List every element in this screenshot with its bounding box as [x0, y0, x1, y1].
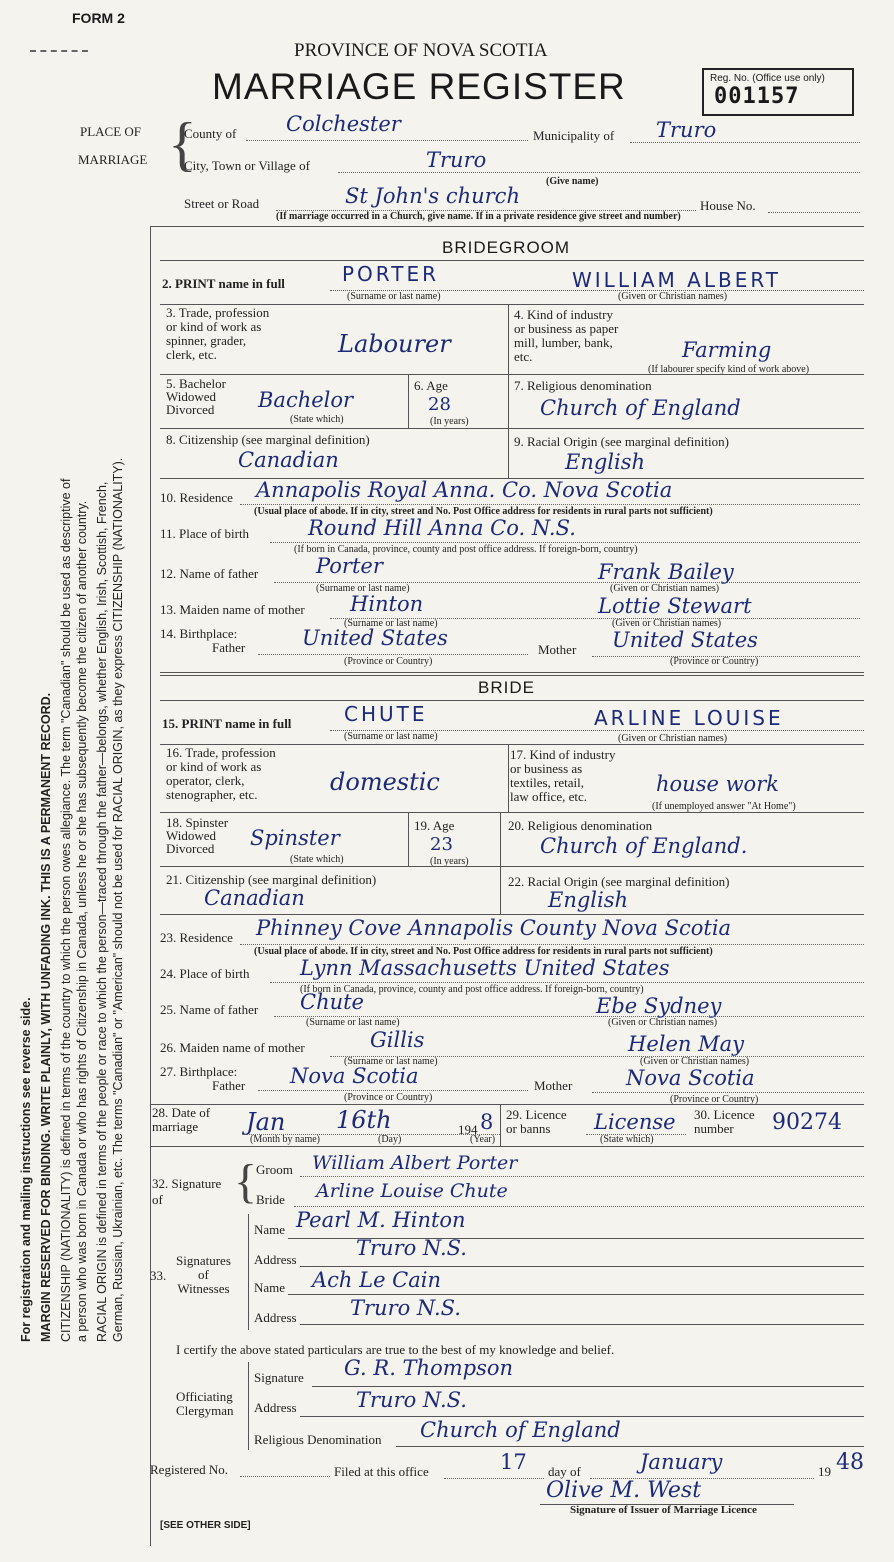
bride-given-hint: (Given or Christian names): [618, 733, 728, 744]
groom-religion-label: 7. Religious denomination: [514, 378, 652, 393]
issuer-label: Signature of Issuer of Marriage Licence: [570, 1504, 757, 1516]
day-of-label: day of: [548, 1464, 581, 1479]
bride-mother-given-hint: (Given or Christian names): [640, 1056, 750, 1067]
groom-trade-label: 3. Trade, profession or kind of work as spinner, grader, clerk, etc.: [166, 305, 270, 362]
bride-status-label: 18. Spinster Widowed Divorced: [166, 815, 229, 856]
groom-industry: Farming: [682, 338, 772, 362]
see-other-side: [SEE OTHER SIDE]: [160, 1520, 251, 1531]
give-name-hint: (Give name): [546, 176, 599, 187]
clergy-address: Truro N.S.: [356, 1388, 467, 1412]
bride-birthplace: Lynn Massachusetts United States: [300, 956, 670, 980]
bride-name-label: 15. PRINT name in full: [162, 716, 292, 731]
groom-father-surname: Porter: [316, 554, 383, 578]
bride-parents-birthplace-label: 27. Birthplace:: [160, 1064, 238, 1079]
marriage-year-digit: 8: [480, 1110, 494, 1134]
groom-father-surname-hint: (Surname or last name): [316, 583, 410, 594]
margin-line-4: a person who was born in Canada or who has rights of Citizenship in Canada, unless he or she has subsequently become the citizen of another country.: [75, 500, 89, 1342]
groom-citizenship: Canadian: [238, 448, 339, 472]
place-of-label: PLACE OF: [80, 124, 142, 139]
w2-name-label: Name: [254, 1280, 286, 1295]
groom-industry-hint: (If labourer specify kind of work above): [648, 364, 810, 375]
margin-line-2: MARGIN RESERVED FOR BINDING. WRITE PLAINLY, WITH UNFADING INK. THIS IS A PERMANENT RECORD.: [39, 692, 53, 1342]
filed-year-written: 48: [836, 1450, 864, 1475]
groom-residence-label: 10. Residence: [160, 490, 233, 505]
bride-mother-surname-hint: (Surname or last name): [344, 1056, 438, 1067]
bride-sig-label: Bride: [256, 1192, 285, 1207]
groom-mother-given-hint: (Given or Christian names): [612, 618, 722, 629]
bride-mother-surname: Gillis: [370, 1028, 425, 1052]
bride-citizenship: Canadian: [204, 886, 305, 910]
marriage-day: 16th: [336, 1106, 392, 1134]
groom-birthplace-label: 11. Place of birth: [160, 526, 250, 541]
groom-mother-label: 13. Maiden name of mother: [160, 602, 305, 617]
bride-father-given-hint: (Given or Christian names): [608, 1017, 718, 1028]
clergy-signature: G. R. Thompson: [344, 1356, 514, 1380]
groom-father-bp-hint: (Province or Country): [344, 656, 433, 667]
bride-residence: Phinney Cove Annapolis County Nova Scotia: [256, 916, 732, 940]
bride-age-label: 19. Age: [414, 818, 455, 833]
groom-religion: Church of England: [540, 396, 741, 420]
bride-father-given: Ebe Sydney: [596, 994, 722, 1018]
witness-label: Signatures of Witnesses: [176, 1253, 231, 1296]
officiating-label: Officiating Clergyman: [176, 1389, 234, 1418]
page-title: MARRIAGE REGISTER: [212, 66, 626, 107]
groom-surname-hint: (Surname or last name): [347, 291, 441, 302]
bride-industry-label: 17. Kind of industry or business as textiles, retail, law office, etc.: [510, 747, 616, 804]
licence-number: 90274: [772, 1110, 842, 1135]
groom-origin: English: [565, 450, 646, 474]
municipality-label: Municipality of: [533, 128, 615, 143]
groom-parents-birthplace-label: 14. Birthplace:: [160, 626, 238, 641]
bride-mother-birthplace: Nova Scotia: [626, 1066, 755, 1090]
form-label: FORM 2: [72, 10, 125, 26]
groom-age-hint: (In years): [430, 416, 469, 427]
w1-name-label: Name: [254, 1222, 286, 1237]
bride-mother-label: 26. Maiden name of mother: [160, 1040, 305, 1055]
bride-mother-given: Helen May: [628, 1032, 744, 1056]
w2-address-label: Address: [254, 1310, 297, 1325]
reg-number: 001157: [714, 84, 800, 109]
bride-residence-hint: (Usual place of abode. If in city, street and No. Post Office address for residents in rural parts not sufficient): [254, 946, 713, 957]
bride-trade: domestic: [330, 768, 440, 796]
bride-father-surname-hint: (Surname or last name): [306, 1017, 400, 1028]
county-label: County of: [184, 126, 237, 141]
issuer-signature: Olive M. West: [546, 1478, 702, 1503]
marriage-date-label: 28. Date of marriage: [152, 1105, 211, 1134]
witness2-name: Ach Le Cain: [312, 1268, 442, 1292]
groom-age: 28: [428, 394, 451, 415]
bride-signature: Arline Louise Chute: [316, 1180, 508, 1202]
groom-trade: Labourer: [338, 330, 451, 358]
bride-status-hint: (State which): [290, 854, 344, 865]
bride-religion-label: 20. Religious denomination: [508, 818, 653, 833]
sig-brace: {: [234, 1155, 258, 1208]
day-hint: (Day): [378, 1134, 402, 1145]
certify-statement: I certify the above stated particulars are true to the best of my knowledge and belief.: [176, 1342, 615, 1357]
groom-origin-label: 9. Racial Origin (see marginal definition): [514, 434, 729, 449]
reg-label: Reg. No. (Office use only): [710, 73, 825, 84]
marriage-year-printed: 194: [458, 1122, 478, 1137]
bridegroom-heading: BRIDEGROOM: [442, 238, 571, 257]
bride-industry: house work: [656, 772, 779, 796]
groom-father-given: Frank Bailey: [598, 560, 734, 584]
witness1-name: Pearl M. Hinton: [296, 1208, 466, 1232]
groom-mother-bp-hint: (Province or Country): [670, 656, 759, 667]
church-note: (If marriage occurred in a Church, give name. If in a private residence give street and number): [276, 211, 681, 222]
groom-father-word: Father: [212, 640, 246, 655]
bride-age-hint: (In years): [430, 856, 469, 867]
street-value: St John's church: [345, 184, 520, 208]
groom-age-label: 6. Age: [414, 378, 448, 393]
bride-father-surname: Chute: [300, 990, 364, 1014]
bride-origin-label: 22. Racial Origin (see marginal definition): [508, 874, 730, 889]
bride-mother-word: Mother: [534, 1078, 573, 1093]
registered-label: Registered No.: [150, 1462, 228, 1477]
bride-industry-hint: (If unemployed answer "At Home"): [652, 801, 796, 812]
groom-birth-hint: (If born in Canada, province, county and post office address. If foreign-born, country): [294, 544, 638, 555]
margin-line-5: RACIAL ORIGIN is defined in terms of the people or race to which the person—traced through the father—belongs, whether English, Irish, Scottish, French,: [95, 481, 109, 1342]
filed-label: Filed at this office: [334, 1464, 429, 1479]
month-hint: (Month by name): [250, 1134, 320, 1145]
groom-industry-label: 4. Kind of industry or business as paper mill, lumber, bank, etc.: [514, 307, 619, 364]
groom-status-hint: (State which): [290, 414, 344, 425]
marriage-label: MARRIAGE: [78, 152, 148, 167]
clergy-address-label: Address: [254, 1400, 297, 1415]
bride-heading: BRIDE: [478, 678, 535, 697]
city-label: City, Town or Village of: [184, 158, 310, 173]
groom-name-label: 2. PRINT name in full: [162, 276, 285, 291]
filed-month: January: [640, 1450, 723, 1474]
witness-number: 33.: [150, 1268, 167, 1283]
county-value: Colchester: [286, 112, 401, 136]
year-hint: (Year): [470, 1134, 496, 1145]
bride-residence-label: 23. Residence: [160, 930, 233, 945]
groom-father-birthplace: United States: [302, 626, 448, 650]
groom-mother-surname-hint: (Surname or last name): [344, 618, 438, 629]
bride-birthplace-label: 24. Place of birth: [160, 966, 250, 981]
bride-father-word: Father: [212, 1078, 246, 1093]
groom-mother-birthplace: United States: [612, 628, 758, 652]
filed-day: 17: [500, 1450, 527, 1474]
bride-religion: Church of England.: [540, 834, 748, 858]
punch-mark: [30, 50, 88, 52]
bride-birth-hint: (If born in Canada, province, county and post office address. If foreign-born, country): [300, 984, 644, 995]
street-label: Street or Road: [184, 196, 260, 211]
groom-father-label: 12. Name of father: [160, 566, 259, 581]
licence-label: 29. Licence or banns: [506, 1107, 567, 1136]
bride-status: Spinster: [250, 826, 340, 850]
bride-trade-label: 16. Trade, profession or kind of work as operator, clerk, stenographer, etc.: [166, 745, 276, 802]
w1-address-label: Address: [254, 1252, 297, 1267]
groom-father-given-hint: (Given or Christian names): [610, 583, 720, 594]
groom-signature: William Albert Porter: [312, 1152, 518, 1174]
groom-given: WILLIAM ALBERT: [572, 268, 781, 292]
bride-father-birthplace: Nova Scotia: [290, 1064, 419, 1088]
clergy-denom-label: Religious Denomination: [254, 1432, 382, 1447]
groom-mother-given: Lottie Stewart: [598, 594, 752, 618]
bride-mother-bp-hint: (Province or Country): [670, 1094, 759, 1105]
licence-type-hint: (State which): [600, 1134, 654, 1145]
house-label: House No.: [700, 198, 756, 213]
witness1-address: Truro N.S.: [356, 1236, 467, 1260]
bride-surname: CHUTE: [344, 702, 428, 726]
bride-origin: English: [548, 888, 629, 912]
groom-residence-hint: (Usual place of abode. If in city, street and No. Post Office address for residents in rural parts not sufficient): [254, 506, 713, 517]
witness2-address: Truro N.S.: [350, 1296, 461, 1320]
groom-residence: Annapolis Royal Anna. Co. Nova Scotia: [256, 478, 673, 502]
filed-year-printed: 19: [818, 1464, 831, 1479]
bride-father-bp-hint: (Province or Country): [344, 1092, 433, 1103]
groom-mother-word: Mother: [538, 642, 577, 657]
groom-status: Bachelor: [258, 388, 354, 412]
marriage-month: Jan: [246, 1108, 286, 1136]
bride-father-label: 25. Name of father: [160, 1002, 259, 1017]
bride-surname-hint: (Surname or last name): [344, 731, 438, 742]
margin-line-6: German, Russian, Ukrainian, etc. The terms "Canadian" or "American" should not be used for RACIAL ORIGIN, as they express CITIZENSHIP (NATIONALITY).: [111, 457, 125, 1342]
margin-instructions: [18, 458, 126, 1342]
groom-citizenship-label: 8. Citizenship (see marginal definition): [166, 432, 370, 447]
province-heading: PROVINCE OF NOVA SCOTIA: [294, 40, 548, 61]
bride-citizenship-label: 21. Citizenship (see marginal definition): [166, 872, 377, 887]
groom-sig-label: Groom: [256, 1162, 293, 1177]
clergy-sig-label: Signature: [254, 1370, 304, 1385]
bride-given: ARLINE LOUISE: [594, 706, 784, 730]
signature-label: 32. Signature of: [152, 1176, 222, 1207]
city-value: Truro: [426, 148, 487, 172]
margin-line-1: For registration and mailing instructions see reverse side.: [19, 997, 33, 1342]
bride-age: 23: [430, 834, 453, 855]
reg-number-box: [702, 68, 854, 116]
margin-line-3: CITIZENSHIP (NATIONALITY) is defined in terms of the country to which the person owes allegiance. The term "Canadian" should be used as descriptive of: [59, 478, 73, 1342]
groom-status-label: 5. Bachelor Widowed Divorced: [166, 376, 226, 417]
groom-mother-surname: Hinton: [350, 592, 424, 616]
groom-given-hint: (Given or Christian names): [618, 291, 728, 302]
clergy-denomination: Church of England: [420, 1418, 621, 1442]
groom-surname: PORTER: [342, 262, 439, 286]
groom-birthplace: Round Hill Anna Co. N.S.: [308, 516, 576, 540]
municipality-value: Truro: [656, 118, 717, 142]
place-brace: {: [168, 111, 197, 177]
licence-number-label: 30. Licence number: [694, 1107, 755, 1136]
licence-type: License: [594, 1110, 676, 1134]
